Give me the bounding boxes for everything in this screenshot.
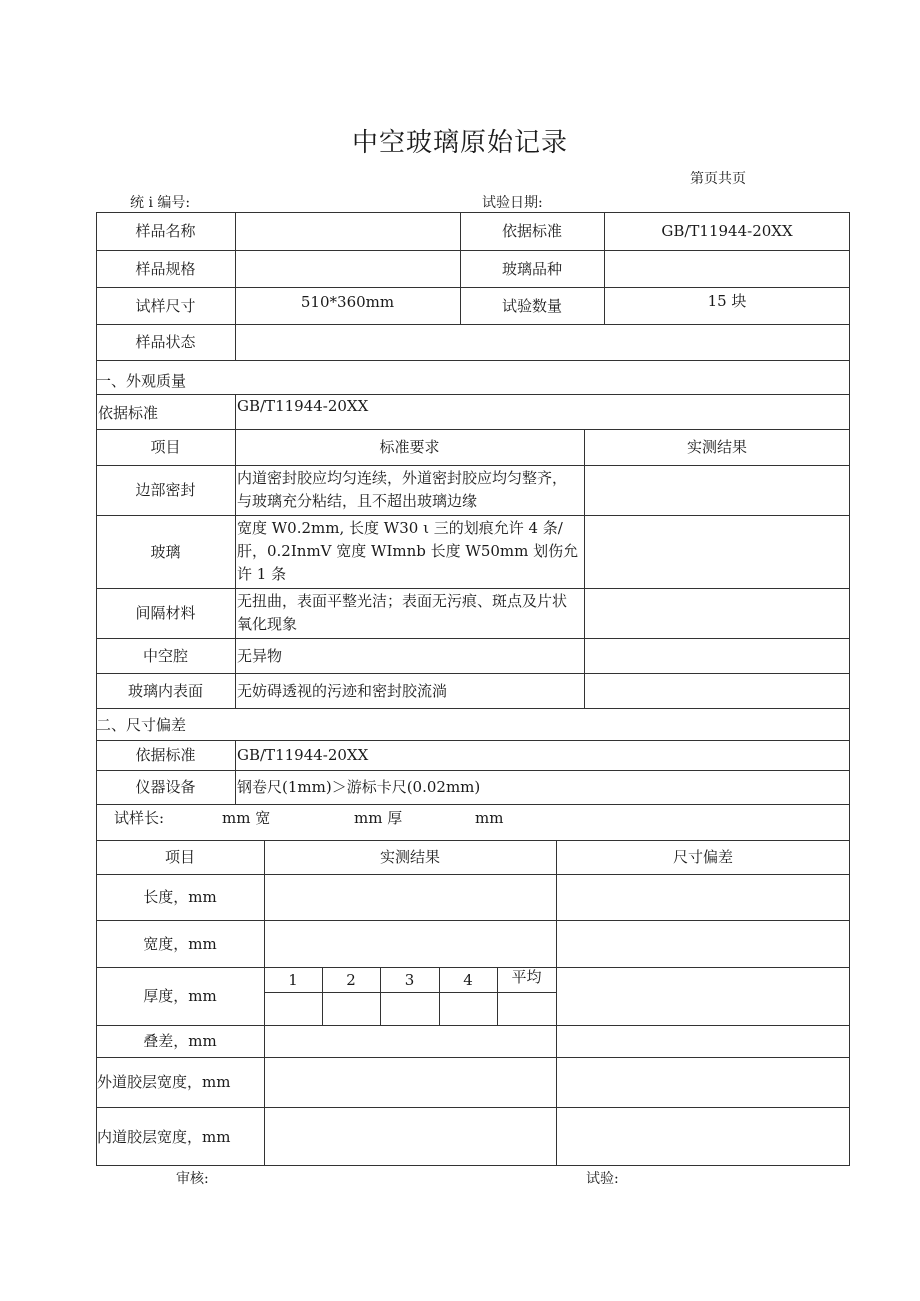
standard-value[interactable]: GB/T11944-20XX xyxy=(661,222,793,240)
thickness-value-3[interactable] xyxy=(381,993,439,1025)
mm-unit-label: mm xyxy=(475,809,504,827)
thickness-row-label: 厚度，mm xyxy=(143,987,217,1005)
col-item-header: 项目 xyxy=(150,438,181,456)
spacer-requirement: 无扭曲，表面平整光洁；表面无污痕、斑点及片状氧化现象 xyxy=(237,592,568,633)
outer-glue-deviation-cell[interactable] xyxy=(557,1058,850,1107)
review-label: 审核: xyxy=(176,1171,209,1187)
width-row-label: 宽度，mm xyxy=(143,934,217,953)
inner-surface-label: 玻璃内表面 xyxy=(127,681,203,700)
thickness-unit-label: mm 厚 xyxy=(354,809,403,827)
sample-spec-label: 样品规格 xyxy=(135,259,196,278)
thickness-value-4[interactable] xyxy=(440,993,497,1025)
thickness-col-4: 4 xyxy=(463,970,473,989)
page-title: 中空玻璃原始记录 xyxy=(351,128,568,158)
sample-name-label: 样品名称 xyxy=(135,222,196,240)
dimension-section-title: 二、尺寸偏差 xyxy=(96,716,187,734)
inner-glue-row-label: 内道胶层宽度，mm xyxy=(97,1127,231,1146)
length-row-label: 长度，mm xyxy=(143,888,217,906)
appearance-section-title: 一、外观质量 xyxy=(96,372,187,390)
glass-requirement: 宽度 W0.2mm, 长度 W30 ι 三的划痕允许 4 条/肝，0.2InmV 宽度 WImnb 长度 W50mm 划伤允许 1 条 xyxy=(237,519,579,583)
width-result-cell[interactable] xyxy=(265,921,556,967)
inner-glue-result-cell[interactable] xyxy=(265,1108,556,1166)
glass-type-field[interactable] xyxy=(605,251,850,287)
test-quantity-value[interactable]: 15 块 xyxy=(707,292,747,310)
thickness-col-2: 2 xyxy=(346,970,356,989)
thickness-col-1: 1 xyxy=(288,970,298,989)
dim-col-item-header: 项目 xyxy=(164,848,195,866)
test-label: 试验: xyxy=(586,1171,619,1187)
spacer-result[interactable] xyxy=(585,589,850,638)
dimension-standard-value: GB/T11944-20XX xyxy=(237,746,369,764)
width-unit-label: mm 宽 xyxy=(222,809,271,827)
dimension-standard-label: 依据标准 xyxy=(135,746,196,764)
instrument-label: 仪器设备 xyxy=(135,778,196,796)
col-result-header: 实测结果 xyxy=(686,438,747,456)
thickness-value-1[interactable] xyxy=(265,993,322,1025)
edge-seal-requirement: 内道密封胶应均匀连续，外道密封胶应均匀整齐，与玻璃充分粘结，且不超出玻璃边缘 xyxy=(237,469,568,510)
test-date-label: 试验日期: xyxy=(482,195,543,211)
width-deviation-cell[interactable] xyxy=(557,921,850,967)
overlap-result-cell[interactable] xyxy=(265,1026,556,1057)
thickness-value-2[interactable] xyxy=(323,993,380,1025)
inner-glue-deviation-cell[interactable] xyxy=(557,1108,850,1166)
overlap-row-label: 叠差，mm xyxy=(143,1032,217,1050)
specimen-size-value[interactable]: 510*360mm xyxy=(300,293,395,311)
dim-col-deviation-header: 尺寸偏差 xyxy=(672,848,733,866)
inner-surface-requirement: 无妨碍透视的污迹和密封胶流淌 xyxy=(237,681,448,700)
dim-col-result-header: 实测结果 xyxy=(379,848,440,866)
col-requirement-header: 标准要求 xyxy=(379,438,440,456)
test-quantity-label: 试验数量 xyxy=(501,296,562,315)
overlap-deviation-cell[interactable] xyxy=(557,1026,850,1057)
edge-seal-result[interactable] xyxy=(585,466,850,515)
thickness-col-3: 3 xyxy=(404,970,415,989)
standard-label: 依据标准 xyxy=(501,222,562,240)
length-result-cell[interactable] xyxy=(265,875,556,920)
sample-status-field[interactable] xyxy=(236,325,850,360)
glass-label: 玻璃 xyxy=(150,542,181,561)
spacer-label: 间隔材料 xyxy=(135,604,196,622)
length-deviation-cell[interactable] xyxy=(557,875,850,920)
cavity-label: 中空腔 xyxy=(142,646,188,665)
sample-status-label: 样品状态 xyxy=(135,333,196,351)
sample-spec-field[interactable] xyxy=(236,251,460,287)
outer-glue-row-label: 外道胶层宽度，mm xyxy=(97,1073,231,1091)
glass-result[interactable] xyxy=(585,516,850,588)
specimen-size-label: 试样尺寸 xyxy=(135,296,196,315)
thickness-deviation-cell[interactable] xyxy=(557,968,850,1025)
serial-label: 统 i 编号: xyxy=(130,195,191,211)
cavity-result[interactable] xyxy=(585,639,850,673)
thickness-col-average: 平均 xyxy=(511,968,542,986)
appearance-standard-label: 依据标准 xyxy=(98,403,159,422)
page-info: 第页共页 xyxy=(690,171,746,187)
instrument-value: 钢卷尺(1mm)＞游标卡尺(0.02mm) xyxy=(237,778,481,796)
sample-name-field[interactable] xyxy=(236,213,460,250)
inner-surface-result[interactable] xyxy=(585,674,850,708)
specimen-length-label: 试样长: xyxy=(114,809,165,827)
edge-seal-label: 边部密封 xyxy=(135,481,196,499)
appearance-standard-value: GB/T11944-20XX xyxy=(237,397,369,415)
glass-type-label: 玻璃品种 xyxy=(501,259,562,278)
cavity-requirement: 无异物 xyxy=(237,646,283,665)
outer-glue-result-cell[interactable] xyxy=(265,1058,556,1107)
thickness-value-average[interactable] xyxy=(498,993,556,1025)
